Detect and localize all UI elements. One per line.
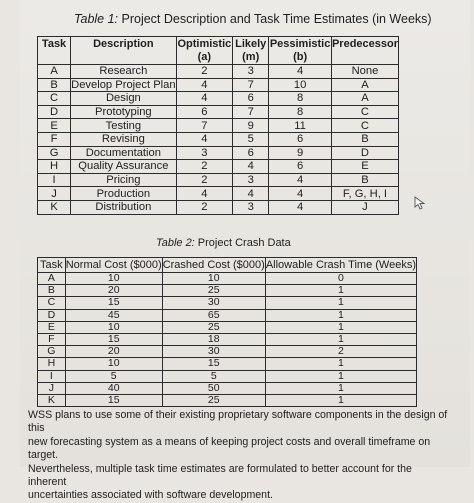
- cell-pessimistic: 4: [269, 200, 332, 214]
- cell-task: J: [38, 187, 71, 201]
- cell-task: I: [38, 370, 66, 382]
- table-row: [38, 92, 399, 106]
- cell-normal-cost: 10: [65, 358, 162, 370]
- cell-optimistic: 7: [176, 119, 233, 133]
- cell-likely: 6: [233, 146, 269, 160]
- table-row: [38, 309, 417, 321]
- cell-task: C: [38, 297, 66, 309]
- cell-normal-cost: 10: [65, 273, 162, 285]
- cell-task: I: [38, 173, 71, 187]
- crash-data-table: [37, 257, 417, 407]
- cell-normal-cost: 45: [65, 309, 162, 321]
- table-row: [38, 173, 399, 187]
- cell-task: D: [38, 309, 66, 321]
- cell-optimistic: 6: [176, 105, 233, 119]
- cell-likely: 7: [233, 78, 269, 92]
- table-row: [38, 273, 417, 285]
- cell-predecessor: E: [331, 160, 398, 174]
- cell-task: G: [38, 346, 66, 358]
- table-row: [38, 65, 399, 79]
- cell-likely: 9: [233, 119, 269, 133]
- cell-optimistic: 2: [176, 160, 233, 174]
- table-row: [38, 105, 399, 119]
- cell-allowable-crash-time: 2: [265, 346, 416, 358]
- table-row: [38, 119, 399, 133]
- cell-pessimistic: 4: [269, 173, 332, 187]
- cell-task: K: [38, 200, 71, 214]
- header-normal-cost: Normal Cost ($000): [65, 258, 162, 271]
- cell-crashed-cost: 25: [162, 321, 265, 333]
- header-task: Task: [38, 37, 71, 65]
- cell-allowable-crash-time: 0: [265, 273, 416, 285]
- cell-optimistic: 4: [176, 132, 233, 146]
- cell-crashed-cost: 25: [162, 285, 265, 297]
- cell-optimistic: 3: [176, 146, 233, 160]
- table-row: [38, 187, 399, 201]
- cell-predecessor: C: [331, 119, 398, 133]
- cell-predecessor: B: [331, 173, 398, 187]
- cell-allowable-crash-time: 1: [265, 382, 416, 394]
- cell-task: E: [38, 119, 71, 133]
- table-row: [38, 146, 399, 160]
- table-row: [38, 321, 417, 333]
- cell-allowable-crash-time: 1: [265, 309, 416, 321]
- cell-pessimistic: 9: [269, 146, 332, 160]
- cell-likely: 3: [233, 65, 269, 79]
- cell-predecessor: D: [331, 146, 398, 160]
- table1-title: Table 1: Project Description and Task Time Estimates (in Weeks): [74, 12, 432, 26]
- table-row: [38, 346, 417, 358]
- cell-normal-cost: 15: [65, 394, 162, 406]
- header-allowable-crash-time: Allowable Crash Time (Weeks): [265, 258, 416, 271]
- cell-allowable-crash-time: 1: [265, 358, 416, 370]
- cell-normal-cost: 10: [65, 321, 162, 333]
- header-task: Task: [38, 258, 66, 273]
- cell-task: E: [38, 321, 66, 333]
- cell-task: D: [38, 105, 71, 119]
- cell-task: F: [38, 132, 71, 146]
- cell-likely: 4: [233, 187, 269, 201]
- cell-task: A: [38, 65, 71, 79]
- cell-likely: 4: [233, 160, 269, 174]
- cell-likely: 5: [233, 132, 269, 146]
- cell-predecessor: B: [331, 132, 398, 146]
- table-row: [38, 358, 417, 370]
- cell-predecessor: None: [331, 65, 398, 79]
- table2-header-row: [38, 258, 417, 273]
- header-crashed-cost: Crashed Cost ($000): [162, 258, 265, 271]
- cell-likely: 3: [233, 200, 269, 214]
- cell-predecessor: F, G, H, I: [331, 187, 398, 201]
- cell-allowable-crash-time: 1: [265, 297, 416, 309]
- cell-task: H: [38, 160, 71, 174]
- cell-pessimistic: 4: [269, 187, 332, 201]
- header-predecessor: Predecessor: [331, 37, 398, 65]
- cell-allowable-crash-time: 1: [265, 333, 416, 345]
- cell-task: J: [38, 382, 66, 394]
- table-row: [38, 78, 399, 92]
- cell-likely: 3: [233, 173, 269, 187]
- table1-header-row: [38, 37, 399, 65]
- cell-description: Testing: [71, 119, 176, 133]
- cell-allowable-crash-time: 1: [265, 321, 416, 333]
- table-row: [38, 370, 417, 382]
- cell-predecessor: A: [331, 92, 398, 106]
- cell-task: K: [38, 394, 66, 406]
- cell-predecessor: A: [331, 78, 398, 92]
- cell-allowable-crash-time: 1: [265, 394, 416, 406]
- cell-optimistic: 2: [176, 200, 233, 214]
- cell-optimistic: 2: [176, 65, 233, 79]
- cell-crashed-cost: 30: [162, 297, 265, 309]
- cell-likely: 6: [233, 92, 269, 106]
- cell-description: Develop Project Plan: [71, 78, 176, 91]
- mouse-pointer-icon: [413, 196, 427, 210]
- header-pessimistic: Pessimistic (b): [269, 38, 331, 63]
- cell-description: Distribution: [71, 200, 176, 214]
- table-row: [38, 394, 417, 406]
- cell-normal-cost: 5: [65, 370, 162, 382]
- cell-normal-cost: 20: [65, 285, 162, 297]
- cell-crashed-cost: 10: [162, 273, 265, 285]
- cell-crashed-cost: 15: [162, 358, 265, 370]
- cell-normal-cost: 15: [65, 333, 162, 345]
- cell-normal-cost: 40: [65, 382, 162, 394]
- cell-pessimistic: 8: [269, 92, 332, 106]
- table-row: [38, 297, 417, 309]
- cell-optimistic: 4: [176, 187, 233, 201]
- cell-optimistic: 2: [176, 173, 233, 187]
- cell-description: Pricing: [71, 173, 176, 187]
- table-row: [38, 285, 417, 297]
- cell-pessimistic: 11: [269, 119, 332, 133]
- cell-description: Production: [71, 187, 176, 201]
- cell-allowable-crash-time: 1: [265, 370, 416, 382]
- cell-crashed-cost: 18: [162, 333, 265, 345]
- header-description: Description: [71, 37, 176, 65]
- cell-task: A: [38, 273, 66, 285]
- cell-normal-cost: 15: [65, 297, 162, 309]
- cell-task: B: [38, 285, 66, 297]
- cell-predecessor: J: [331, 200, 398, 214]
- description-paragraph: WSS plans to use some of their existing proprietary software components in the design of this new forecasting system as a means of keeping project costs and overall timeframe on target. Nevertheless, multiple task time estimates are formulated to better account for the inherent uncertainties associated with software development.: [28, 409, 448, 502]
- header-likely: Likely (m): [233, 37, 269, 65]
- cell-likely: 7: [233, 105, 269, 119]
- cell-task: G: [38, 146, 71, 160]
- cell-allowable-crash-time: 1: [265, 285, 416, 297]
- cell-crashed-cost: 25: [162, 394, 265, 406]
- cell-description: Documentation: [71, 146, 176, 160]
- cell-crashed-cost: 50: [162, 382, 265, 394]
- cell-pessimistic: 6: [269, 132, 332, 146]
- table-row: [38, 200, 399, 214]
- cell-pessimistic: 10: [269, 78, 332, 92]
- table-row: [38, 132, 399, 146]
- cell-task: B: [38, 78, 71, 92]
- cell-normal-cost: 20: [65, 346, 162, 358]
- table-row: [38, 160, 399, 174]
- table-row: [38, 382, 417, 394]
- cell-description: Prototyping: [71, 105, 176, 119]
- cell-task: F: [38, 333, 66, 345]
- table2-title: Table 2: Project Crash Data: [156, 237, 291, 249]
- table-row: [38, 333, 417, 345]
- cell-description: Revising: [71, 132, 176, 146]
- cell-crashed-cost: 30: [162, 346, 265, 358]
- cell-task: H: [38, 358, 66, 370]
- header-optimistic: Optimistic (a): [177, 38, 232, 63]
- cell-optimistic: 4: [176, 78, 233, 92]
- cell-predecessor: C: [331, 105, 398, 119]
- task-time-table: [37, 36, 399, 215]
- cell-optimistic: 4: [176, 92, 233, 106]
- cell-task: C: [38, 92, 71, 106]
- cell-description: Design: [71, 92, 176, 106]
- cell-description: Quality Assurance: [71, 160, 176, 174]
- cell-description: Research: [71, 65, 176, 79]
- cell-pessimistic: 4: [269, 65, 332, 79]
- cell-crashed-cost: 65: [162, 309, 265, 321]
- cell-pessimistic: 8: [269, 105, 332, 119]
- cell-crashed-cost: 5: [162, 370, 265, 382]
- cell-pessimistic: 6: [269, 160, 332, 174]
